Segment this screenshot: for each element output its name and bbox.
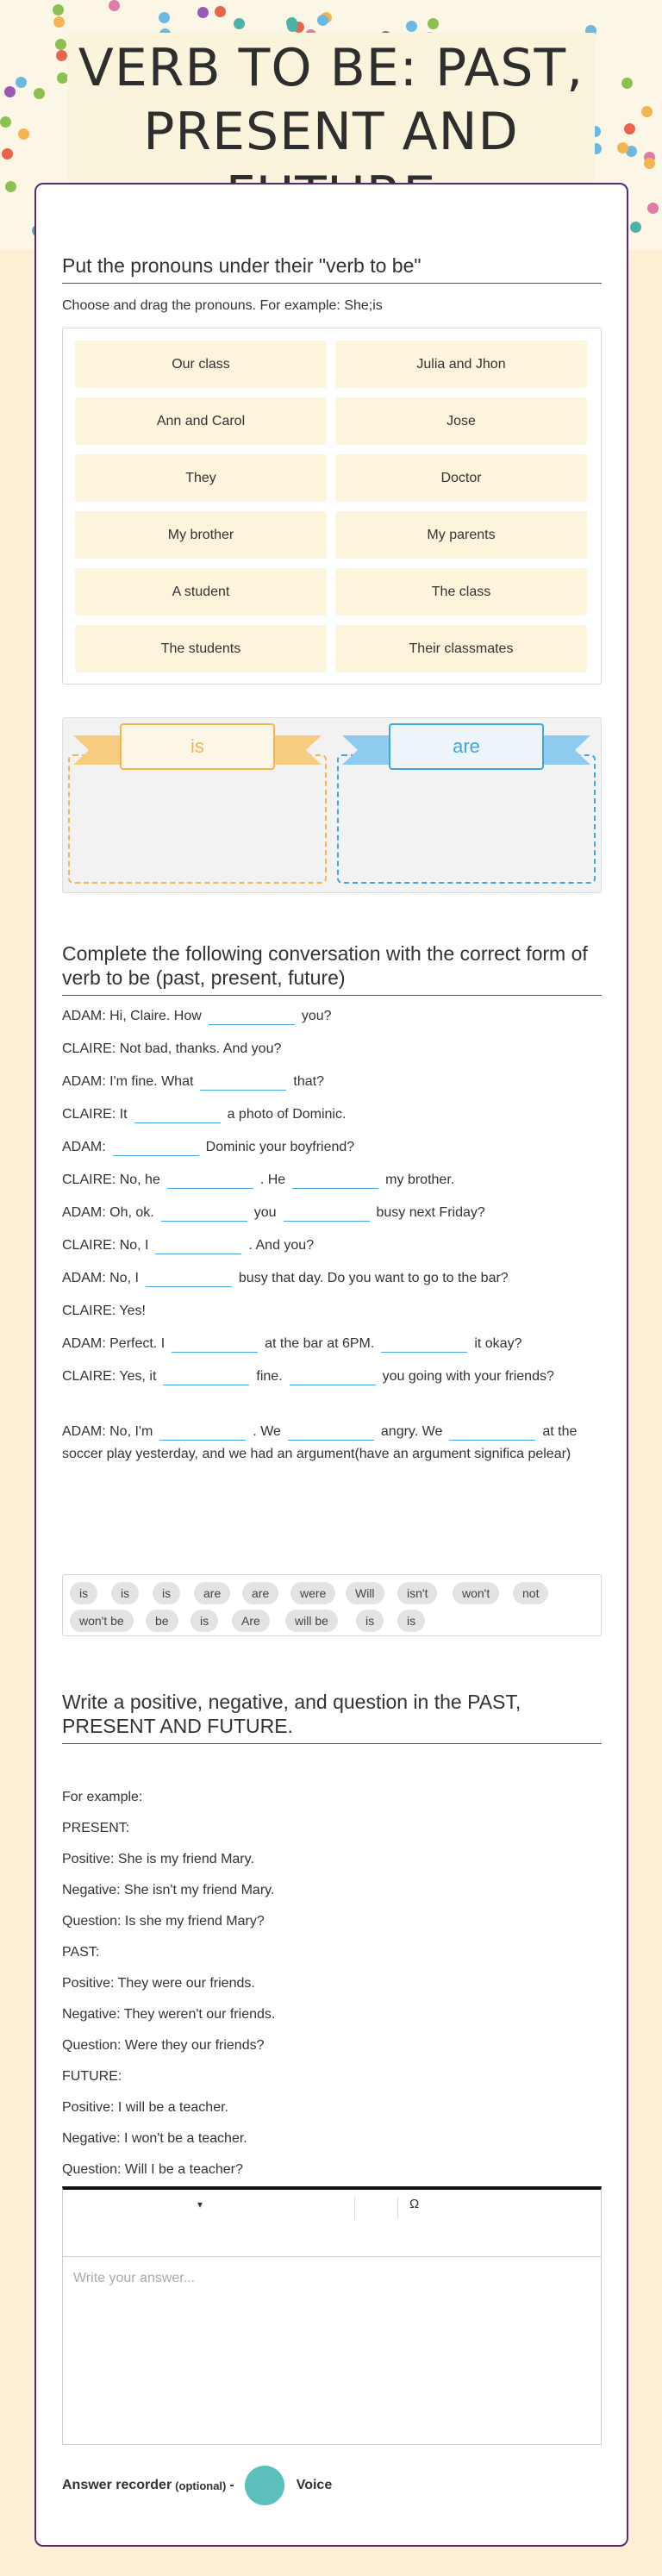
conversation-text: . He [259,1172,286,1187]
word-chip[interactable]: Are [232,1610,270,1632]
conversation-line [62,1202,602,1224]
confetti-dot [317,15,328,26]
confetti-dot [55,39,66,50]
answer-blank[interactable] [113,1137,199,1156]
conversation-text: CLAIRE: Yes! [62,1304,146,1318]
bin-header-are [337,723,596,772]
confetti-dot [18,128,29,140]
voice-label: Voice [296,2478,333,2492]
answer-blank[interactable] [155,1235,241,1254]
toolbar-divider [397,2197,398,2219]
pronoun-chip[interactable]: Jose [335,397,587,445]
word-chip[interactable]: be [146,1610,178,1632]
word-chip[interactable]: is [356,1610,384,1632]
word-chip[interactable]: isn't [397,1582,437,1604]
bin-label-are: are [389,723,544,770]
confetti-dot [5,181,16,192]
conversation-text: CLAIRE: No, I [62,1238,149,1253]
section1-title: Put the pronouns under their "verb to be" [62,253,602,284]
drop-zone-are[interactable] [337,754,596,884]
confetti-dot [286,17,297,28]
pronoun-chip[interactable]: Doctor [335,454,587,502]
example-line: For example: [62,1790,143,1804]
example-line: Negative: She isn't my friend Mary. [62,1883,275,1898]
confetti-dot [159,12,170,23]
word-chip[interactable]: are [242,1582,278,1604]
confetti-dot [2,148,13,159]
pronoun-chip[interactable]: Their classmates [335,625,587,672]
ribbon-right-icon [539,735,590,765]
confetti-dot [624,123,635,134]
pronoun-chip[interactable]: The students [75,625,327,672]
section2-title: Complete the following conversation with the correct form of verb to be (past, present, future) [62,941,602,996]
page-title: VERB TO BE: PAST, PRESENT AND [78,38,584,162]
conversation-line [62,1421,602,1466]
confetti-dot [641,106,653,117]
conversation-text: Dominic your boyfriend? [205,1140,355,1154]
word-chip[interactable]: is [190,1610,218,1632]
pronoun-chip[interactable]: My brother [75,511,327,559]
pronoun-drag-area [62,328,602,685]
confetti-dot [630,222,641,233]
answer-blank[interactable] [172,1334,258,1353]
confetti-dot [215,6,226,17]
recorder-label: Answer recorder [62,2478,172,2492]
format-dropdown-icon[interactable]: ▾ [197,2198,203,2210]
example-line: Question: Is she my friend Mary? [62,1914,265,1929]
confetti-dot [621,78,633,89]
conversation-text: busy next Friday? [376,1205,485,1220]
confetti-dot [53,16,65,28]
conversation-line [62,1169,602,1191]
confetti-dot [234,18,245,29]
conversation-line [62,1136,602,1159]
example-line: Negative: They weren't our friends. [62,2007,276,2022]
conversation-text: you going with your friends? [382,1369,554,1384]
pronoun-chip[interactable]: Our class [75,341,327,388]
word-chip[interactable]: is [70,1582,97,1604]
example-line: Positive: They were our friends. [62,1976,255,1991]
record-button[interactable] [245,2466,284,2505]
conversation-text: ADAM: No, I [62,1271,139,1285]
ribbon-left-icon [342,735,394,765]
conversation-text: busy that day. Do you want to go to the bar? [238,1271,509,1285]
conversation-text: angry. We [380,1424,443,1439]
word-chip[interactable]: are [194,1582,230,1604]
confetti-dot [109,0,120,11]
drop-zone-is[interactable] [68,754,327,884]
pronoun-chip[interactable]: Julia and Jhon [335,341,587,388]
conversation-line [62,1005,602,1028]
pronoun-chip[interactable]: My parents [335,511,587,559]
conversation-text: CLAIRE: It [62,1107,128,1122]
conversation-text: . And you? [248,1238,315,1253]
conversation-text: you? [301,1009,332,1023]
conversation-text: ADAM: No, I'm [62,1424,153,1439]
conversation-text: ADAM: Hi, Claire. How [62,1009,202,1023]
bin-header-is [68,723,327,772]
conversation-text: at the soccer play yesterday, and we had an argument(have an argument significa pelear) [62,1424,578,1461]
answer-blank[interactable] [134,1104,221,1123]
recorder-dash: - [229,2478,234,2492]
pronoun-chip[interactable]: They [75,454,327,502]
confetti-dot [644,158,655,169]
conversation-text: ADAM: I'm fine. What [62,1074,194,1089]
confetti-dot [4,86,16,97]
confetti-dot [34,88,45,99]
special-character-icon[interactable]: Ω [409,2197,420,2211]
answer-blank[interactable] [161,1203,247,1222]
conversation-line [62,1366,602,1388]
answer-blank[interactable] [209,1006,295,1025]
conversation-line [62,1267,602,1290]
conversation-text: CLAIRE: Not bad, thanks. And you? [62,1041,282,1056]
answer-editor [62,2186,602,2445]
conversation-text: ADAM: Oh, ok. [62,1205,154,1220]
conversation-text: at the bar at 6PM. [265,1336,375,1351]
conversation-text: ADAM: [62,1140,106,1154]
conversation-text: . We [253,1424,281,1439]
conversation-text: CLAIRE: No, he [62,1172,160,1187]
example-line: Positive: I will be a teacher. [62,2100,228,2115]
confetti-dot [16,77,27,88]
example-line: PRESENT: [62,1821,130,1835]
example-line: Question: Will I be a teacher? [62,2162,243,2177]
word-chip[interactable]: is [153,1582,180,1604]
answer-textarea[interactable]: Write your answer... [73,2271,196,2285]
example-line: Negative: I won't be a teacher. [62,2131,247,2146]
conversation-line [62,1235,602,1257]
confetti-dot [617,142,628,153]
word-chip[interactable]: is [111,1582,139,1604]
answer-blank[interactable] [449,1422,535,1441]
conversation-line [62,1300,602,1322]
answer-blank[interactable] [146,1268,232,1287]
pronoun-chip[interactable]: Ann and Carol [75,397,327,445]
answer-blank[interactable] [284,1203,370,1222]
answer-blank[interactable] [292,1170,378,1189]
confetti-dot [56,50,67,61]
pronoun-chip[interactable]: The class [335,568,587,616]
title-card [67,33,595,192]
word-chip[interactable]: Will [346,1582,384,1604]
word-bank [62,1574,602,1636]
example-line: PAST: [62,1945,100,1960]
confetti-dot [0,116,11,128]
confetti-dot [428,18,439,29]
conversation-line [62,1038,602,1060]
worksheet [34,183,628,2547]
editor-toolbar [63,2190,601,2257]
answer-blank[interactable] [290,1366,376,1385]
word-chip[interactable]: were [290,1582,335,1604]
confetti-dot [197,7,209,18]
answer-blank[interactable] [167,1170,253,1189]
word-chip[interactable]: will be [285,1610,338,1632]
section3-title: Write a positive, negative, and question in the PAST, PRESENT AND FUTURE. [62,1690,602,1744]
example-line: Positive: She is my friend Mary. [62,1852,254,1866]
word-chip[interactable]: won't [453,1582,499,1604]
section1-instruction: Choose and drag the pronouns. For example: She;is [62,298,383,313]
example-line: FUTURE: [62,2069,122,2084]
ribbon-left-icon [73,735,125,765]
conversation-text: my brother. [385,1172,455,1187]
conversation-text: you [253,1205,277,1220]
confetti-dot [406,21,417,32]
answer-blank[interactable] [381,1334,467,1353]
pronoun-chip[interactable]: A student [75,568,327,616]
conversation-line [62,1071,602,1093]
word-chip[interactable]: won't be [70,1610,134,1632]
answer-blank[interactable] [163,1366,249,1385]
conversation-text: it okay? [474,1336,522,1351]
drop-bins-area [62,717,602,893]
answer-recorder [62,2464,332,2507]
conversation-line [62,1333,602,1355]
answer-blank[interactable] [200,1072,286,1091]
conversation-text: CLAIRE: Yes, it [62,1369,157,1384]
confetti-dot [647,203,659,214]
example-line: Question: Were they our friends? [62,2038,265,2053]
bin-label-is: is [120,723,275,770]
conversation-text: a photo of Dominic. [227,1107,347,1122]
conversation-text: fine. [256,1369,283,1384]
answer-blank[interactable] [159,1422,246,1441]
ribbon-right-icon [270,735,322,765]
conversation-text: that? [293,1074,325,1089]
toolbar-divider [354,2197,355,2219]
confetti-dot [53,4,64,16]
word-chip[interactable]: not [513,1582,548,1604]
recorder-optional: (optional) [175,2479,227,2492]
answer-blank[interactable] [288,1422,374,1441]
word-chip[interactable]: is [397,1610,425,1632]
conversation-text: ADAM: Perfect. I [62,1336,166,1351]
conversation-line [62,1104,602,1126]
